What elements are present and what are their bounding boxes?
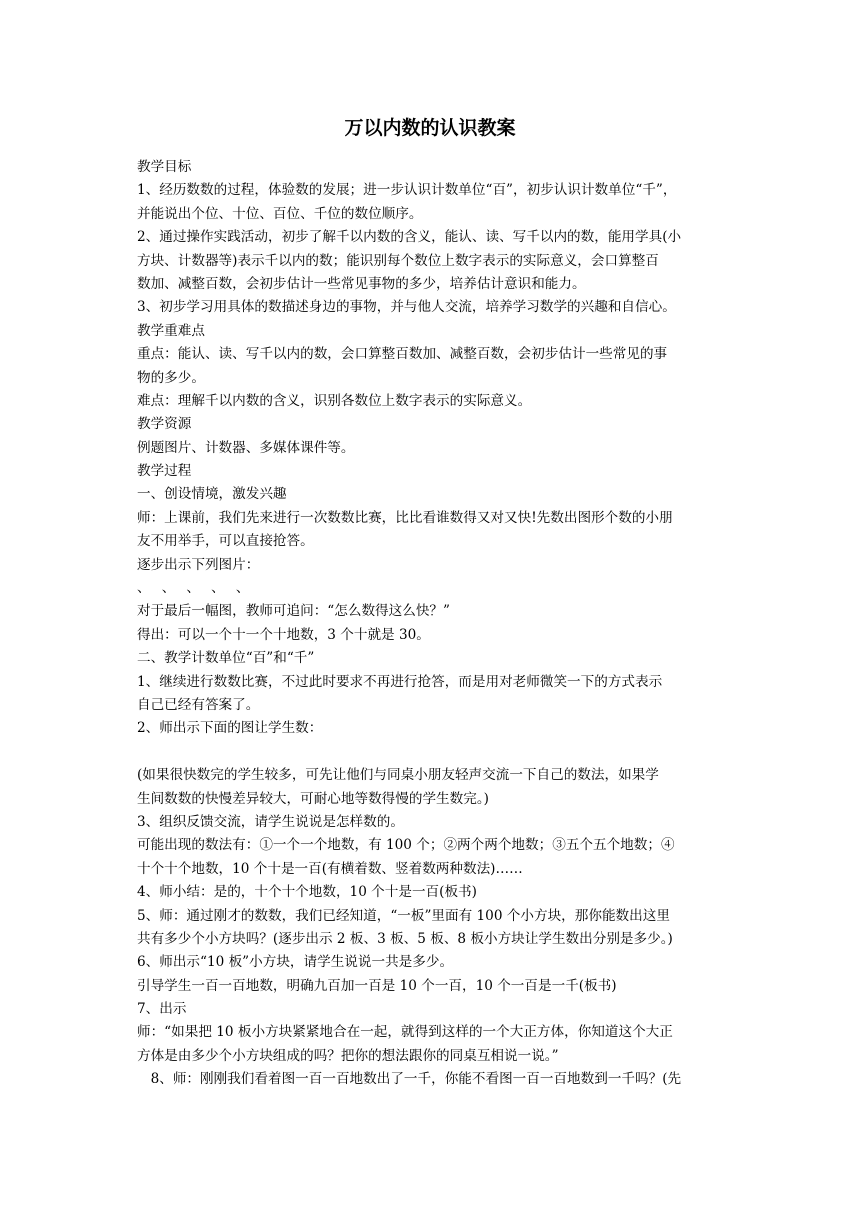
paragraph-line: (如果很快数完的学生较多，可先让他们与同桌小朋友轻声交流一下自己的数法，如果学 bbox=[137, 767, 659, 784]
paragraph-line: 7、出示 bbox=[137, 1001, 187, 1018]
paragraph-line: 得出：可以一个十一个十地数，3 个十就是 30。 bbox=[137, 626, 430, 643]
heading-teaching-goals: 教学目标 bbox=[137, 159, 192, 175]
paragraph-line: 3、组织反馈交流，请学生说说是怎样数的。 bbox=[137, 813, 404, 830]
section-heading: 一、创设情境，激发兴趣 bbox=[137, 486, 287, 503]
paragraph-line: 引导学生一百一百地数，明确九百加一百是 10 个一百，10 个一百是一千(板书) bbox=[137, 977, 617, 994]
paragraph-line: 可能出现的数法有：①一个一个地数，有 100 个；②两个两个地数；③五个五个地数；④ bbox=[137, 837, 675, 854]
heading-resources: 教学资源 bbox=[137, 416, 192, 433]
paragraph-line: 自己已经有答案了。 bbox=[137, 696, 260, 713]
paragraph-line: 生间数数的快慢差异较大，可耐心地等数得慢的学生数完。) bbox=[137, 790, 489, 807]
paragraph-line: 例题图片、计数器、多媒体课件等。 bbox=[137, 439, 355, 456]
blank-line bbox=[137, 741, 729, 764]
paragraph-line: 师：上课前，我们先来进行一次数数比赛，比比看谁数得又对又快!先数出图形个数的小朋 bbox=[137, 509, 673, 526]
paragraph-line: 方块、计数器等)表示千以内的数；能识别每个数位上数字表示的实际意义，会口算整百 bbox=[137, 252, 659, 269]
heading-key-points: 教学重难点 bbox=[137, 322, 205, 339]
paragraph-line: 共有多少个小方块吗？(逐步出示 2 板、3 板、5 板、8 板小方块让学生数出分别是多少。) bbox=[137, 930, 673, 947]
paragraph-line: 方体是由多少个小方块组成的吗？把你的想法跟你的同桌互相说一说。” bbox=[137, 1047, 559, 1064]
image-placeholder-line: 、 、 、 、 、 bbox=[137, 580, 250, 597]
paragraph-line: 4、师小结：是的，十个十个地数，10 个十是一百(板书) bbox=[137, 884, 477, 901]
paragraph-line: 3、初步学习用具体的数描述身边的事物，并与他人交流，培养学习数学的兴趣和自信心。 bbox=[137, 299, 676, 316]
document-body bbox=[137, 156, 729, 1092]
paragraph-line: 2、通过操作实践活动，初步了解千以内数的含义，能认、读、写千以内的数，能用学具(小 bbox=[137, 229, 682, 246]
paragraph-line: 物的多少。 bbox=[137, 369, 205, 386]
paragraph-line: 6、师出示“10 板”小方块，请学生说说一共是多少。 bbox=[137, 954, 454, 971]
document-title: 万以内数的认识教案 bbox=[344, 117, 516, 139]
paragraph-line: 1、经历数数的过程，体验数的发展；进一步认识计数单位“百”，初步认识计数单位“千”， bbox=[137, 182, 677, 199]
paragraph-line: 逐步出示下列图片： bbox=[137, 556, 260, 573]
paragraph-line: 重点：能认、读、写千以内的数，会口算整百数加、减整百数，会初步估计一些常见的事 bbox=[137, 346, 668, 363]
paragraph-line: 8、师：刚刚我们看着图一百一百地数出了一千，你能不看图一百一百地数到一千吗？(先 bbox=[137, 1071, 682, 1088]
paragraph-line: 对于最后一幅图，教师可追问：“怎么数得这么快？” bbox=[137, 603, 450, 620]
paragraph-line: 师：“如果把 10 板小方块紧紧地合在一起，就得到这样的一个大正方体，你知道这个大正 bbox=[137, 1024, 673, 1041]
paragraph-line: 友不用举手，可以直接抢答。 bbox=[137, 533, 314, 550]
section-heading: 二、教学计数单位“百”和“千” bbox=[137, 650, 315, 667]
paragraph-line: 1、继续进行数数比赛，不过此时要求不再进行抢答，而是用对老师微笑一下的方式表示 bbox=[137, 673, 663, 690]
paragraph-line: 十个十个地数，10 个十是一百(有横着数、竖着数两种数法)…… bbox=[137, 860, 523, 877]
paragraph-line: 数加、减整百数，会初步估计一些常见事物的多少，培养估计意识和能力。 bbox=[137, 275, 586, 292]
paragraph-line: 5、师：通过刚才的数数，我们已经知道，“一板”里面有 100 个小方块，那你能数出这里 bbox=[137, 907, 670, 924]
paragraph-line: 难点：理解千以内数的含义，识别各数位上数字表示的实际意义。 bbox=[137, 392, 532, 409]
paragraph-line: 并能说出个位、十位、百位、千位的数位顺序。 bbox=[137, 205, 423, 222]
heading-process: 教学过程 bbox=[137, 463, 192, 480]
paragraph-line: 2、师出示下面的图让学生数： bbox=[137, 720, 323, 737]
